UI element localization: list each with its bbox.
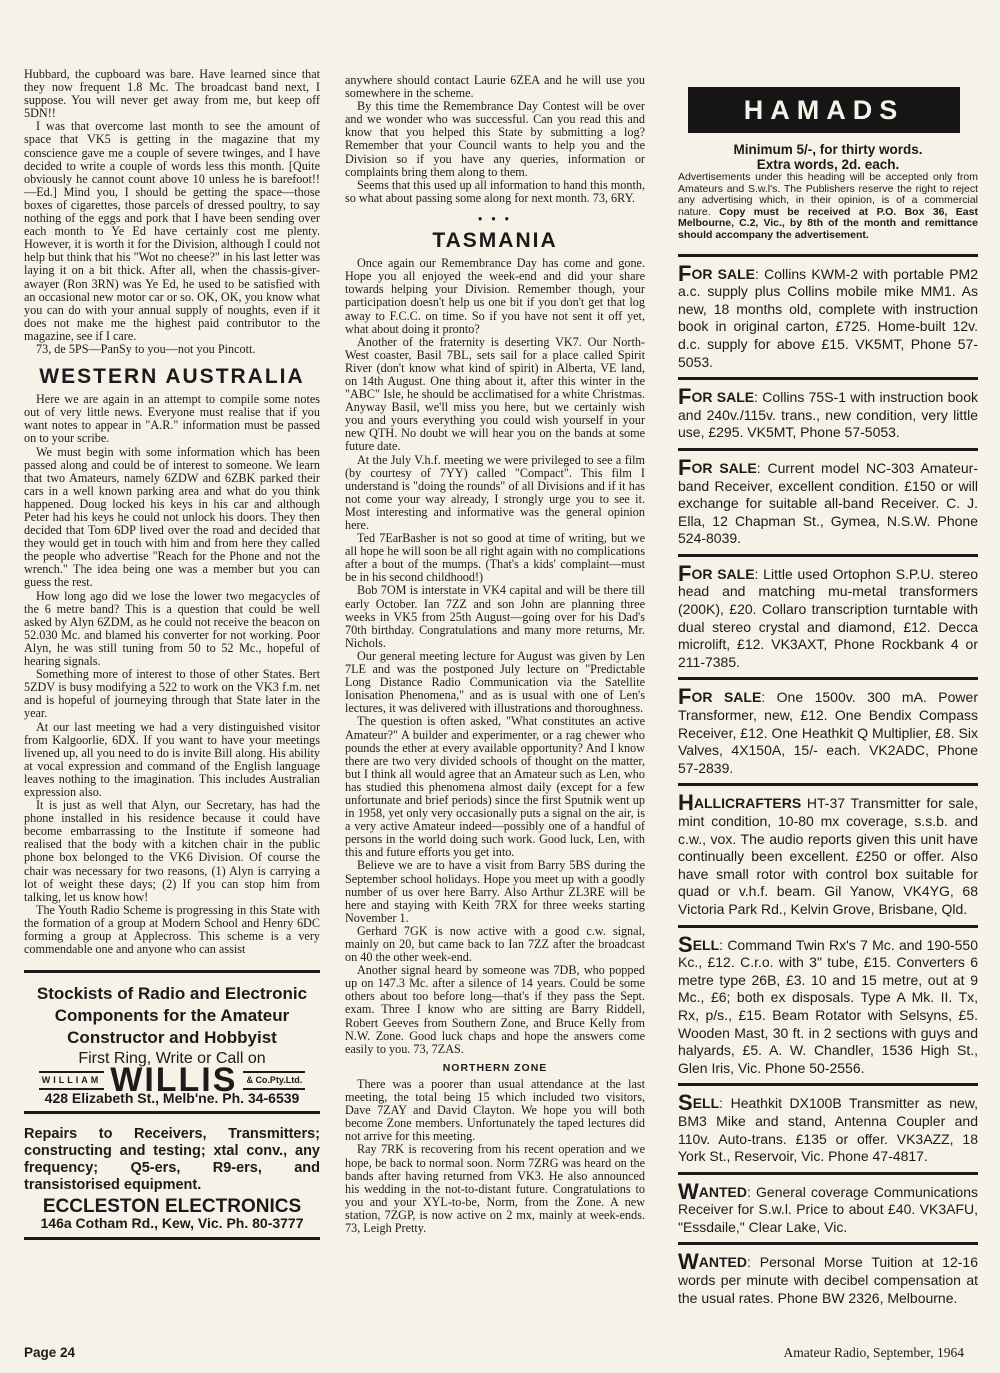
ad-initial: F (678, 454, 692, 480)
vk5-notes-continued (24, 68, 320, 356)
section-heading-tasmania: TASMANIA (432, 229, 558, 253)
hamads-rate-line: Extra words, 2d. each. (756, 157, 900, 172)
logo-willis: WILLIS (110, 1061, 238, 1100)
paragraph: At the July V.h.f. meeting we were privileged to see a film (by courtesy of 7YY) called "Compact". This film I understand is "doing the rounds" of all Divisions and if it has not come your way already, I strongly urge you to see it. Most interesting and informative was the general opinion here. (345, 452, 645, 532)
ad-lead: ANTED (698, 1183, 747, 1200)
ad-initial: W (678, 1249, 699, 1275)
column-left (24, 68, 320, 1240)
classified-ad (678, 1172, 978, 1243)
ad-body: : Current model NC-303 Amateur-band Receiver, excellent condition. £150 or will exchange for suitable all-band Receiver. C. J. Ella, 12 Chapman St., Gymea, N.S.W. Phone 524-8039. (678, 459, 978, 547)
ad-lead: ELL (692, 936, 720, 953)
hamads-terms (678, 142, 978, 242)
paragraph: It is just as well that Alyn, our Secretary, has had the phone installed in his residence because it could have become embarrassing to the Institute if someone had realised that the body with a kitchen chair in the public phone box belonged to the VK6 Division. Of course the chair was necessary for two reasons, (1) Alyn is carrying a lot of weight these days; (2) If you can stop him from talking, let us know how! (24, 798, 320, 904)
paragraph: 73, de 5PS—PanSy to you—not you Pincott. (36, 341, 256, 356)
column-right-hamads (678, 74, 978, 1313)
paragraph: Ted 7EarBasher is not so good at time of writing, but we all hope he will soon be all right again with no complications after a bout of the mumps. (That's a kids' complaint—must be in his second childhood!) (345, 531, 645, 585)
paragraph: Another signal heard by someone was 7DB, who popped up on 147.3 Mc. after a silence of 14 years. Could be some others about too before long—that's if they pass the Sept. exam. Three I know who are sitting are Barry Riddell, Robert Geeves from Southern Zone, and Bruce Kelly from N.W. Zone. Good luck chaps and hope the answers come easily to you. 73, 7ZAS. (345, 963, 645, 1056)
ad-lead: OR SALE (691, 689, 762, 706)
ad-initial: F (678, 260, 692, 286)
ad-body: : Command Twin Rx's 7 Mc. and 190-550 Kc., £12. C.r.o. with 3" tube, £15. Converters 6 metre type 26B, £3. 10 and 15 metre, out at 9 Mc., £6; both ex disposals. Type A Mk. II. Tx, Rx, p/s., £15. Beam Rotator with Selsyns, £5. Wooden Mast, 30 ft. in 2 sections with guys and halyards, £5. A. W. Chandler, 1536 High St., Glen Iris, Vic. Phone 50-2556. (678, 936, 978, 1076)
ad-company: ECCLESTON ELECTRONICS (42, 1196, 302, 1218)
classified-ad (678, 254, 978, 378)
ad-address: 428 Elizabeth St., Melb'ne. Ph. 34-6539 (24, 1092, 320, 1114)
ad-body: : Little used Ortophon S.P.U. stereo head and matching mu-metal transformers (200K), £20. Collaro transcription turntable with dual stereo crystal and diamond, £12. Decca microlift, £12. VK3AXT, Phone Rockbank 4 or 211-7385. (678, 565, 979, 670)
classified-ad (678, 677, 978, 783)
logo-william: WILLIAM (39, 1071, 105, 1090)
section-heading-western-australia: WESTERN AUSTRALIA (39, 365, 305, 389)
paragraph: The question is often asked, "What constitutes an active Amateur?" A builder and experimenter, or a rag chewer who pounds the ether at every available opportunity? And I know there are two very divided schools of thought on the matter, but I think all would agree that an Amateur such as Len, who has studied this phenomena almost daily (except for a few unfortunate and brief periods) since the first Sputnik went up in 1958, yet only very occasionally puts a signal on the air, is a very active Amateur indeed—possibly one of a handful of persons in the world doing such work. Good luck, Len, with this and future efforts you get into. (345, 714, 645, 860)
paragraph: We must begin with some information which has been passed along and could be of interest to someone. We learn that two Amateurs, namely 6ZDW and 6ZBK parked their cars in a well known parking area and what do you think happened. Doug locked his keys in his car and although Peter had his keys he could not unlock his doors. They then decided that Tom 6DP lived over the road and decided that they would get in touch with him and from here they called the people who advertise "Reach for the Phone and not the wrench." The idea being one was a member but you can guess the rest. (24, 444, 320, 590)
paragraph: anywhere should contact Laurie 6ZEA and he will use you somewhere in the scheme. (345, 73, 645, 101)
ad-line: First Ring, Write or Call on (78, 1050, 266, 1068)
paragraph: The Youth Radio Scheme is progressing in this State with the formation of a group at Modern School and Henry 6DC forming a group at Applecross. This scheme is a very commendable one and anyone who can assist (24, 902, 320, 957)
subheading-northern-zone: NORTHERN ZONE (442, 1061, 548, 1074)
ad-lead: ALLICRAFTERS (693, 795, 802, 812)
ad-text: Repairs to Receivers, Transmitters; constructing and testing; xtal conv., any frequency; Q5-ers, R9-ers, and transistorised equipment. (24, 1126, 320, 1194)
ad-initial: S (678, 931, 693, 957)
tasmania-notes (345, 257, 645, 1056)
page-number: Page 24 (24, 1345, 76, 1360)
paragraph: Another of the fraternity is deserting VK7. Our North-West coaster, Basil 7BL, sets sail for a place called Spirit River (don't know what kind of spirit) in Alberta, VE land, on 14th August. One thing about it, after this winter in the "ABC" Isle, he should be acclimatised for a white Christmas. Anyway Basil, we'll miss you here, but we certainly wish you and yours everything you could wish yourself in your new QTH. No doubt we will hear you on the bands at some future date. (345, 334, 645, 454)
ad-body: : Collins 75S-1 with instruction book and 240v./115v. trans., new condition, very little use, £295. VK5MT, Phone 57-5053. (678, 389, 978, 441)
western-australia-notes (24, 393, 320, 956)
section-separator: • • • (478, 211, 512, 226)
classified-ad (678, 925, 978, 1084)
classified-ad (678, 783, 978, 924)
ad-lead: ANTED (698, 1254, 747, 1271)
ad-initial: S (678, 1090, 693, 1116)
ad-line: Constructor and Hobbyist (67, 1028, 277, 1048)
paragraph: There was a poorer than usual attendance at the last meeting, the total being 15 which included two visitors, Dave 7ZAY and David Clayton. We hope you will both become Zone members. Unfortunately the taped lectures did not arrive for this meeting. (345, 1076, 645, 1144)
classified-ad (678, 448, 978, 554)
classified-ad (678, 377, 978, 448)
ad-lead: OR SALE (691, 565, 755, 582)
conditions-text: Advertisements under this heading will be accepted only from Amateurs and S.w.l's. The Publishers reserve the right to reject any advertising which, in their opinion, is of a commercial nature. (678, 171, 978, 218)
ad-initial: F (678, 384, 692, 410)
paragraph: Believe we are to have a visit from Barry 5BS during the September school holidays. Hope you meet up with a goodly number of us over here Barry. Also Arthur ZL3RE will be here and staying with Keith 7RX for three weeks starting November 1. (345, 858, 645, 925)
northern-zone-notes (345, 1078, 645, 1235)
classified-ad (678, 1083, 978, 1171)
ad-initial: H (678, 790, 694, 816)
ad-body: : One 1500v. 300 mA. Power Transformer, new, £12. One Bendix Compass Receiver, £12. One Heathkit Q Multiplier, £8. Six Valves, 4X150A, 15/- each. VK2ADC, Phone 57-2839. (678, 689, 978, 776)
classified-ad (678, 1242, 978, 1313)
advertisement-eccleston (24, 1126, 320, 1239)
ad-body: : Collins KWM-2 with portable PM2 a.c. supply plus Collins mobile mike MM1. As new, 18 months old, complete with instruction book in original carton, £725. Home-built 12v. d.c. supply for above £15. VK5MT, Phone 57-5053. (678, 265, 978, 370)
column-middle (345, 74, 645, 1235)
ad-body: : Heathkit DX100B Transmitter as new, BM3 Mike and stand, Antenna Coupler and 110v. Auto-trans. £135 or offer. VK3AZZ, 18 York St., Reservoir, Vic. Phone 47-4817. (678, 1095, 978, 1165)
paragraph: Gerhard 7GK is now active with a good c.w. signal, mainly on 20, but came back to Ian 7ZZ after the broadcast on 40 the other week-end. (345, 923, 645, 965)
paragraph: At our last meeting we had a very distinguished visitor from Kalgoorlie, 6DX. If you want to have your meetings livened up, all you need to do is invite Bill along. His ability at vocal expression and command of the English language leaves nothing to the imagination. This includes Australian expression also. (24, 719, 320, 799)
ad-body: : General coverage Communications Receiver for S.w.l. Price to about £40. VK3AFU, "Essdaile," Clear Lake, Vic. (678, 1183, 978, 1235)
paragraph: Once again our Remembrance Day has come and gone. Hope you all enjoyed the week-end and did your share towards helping your Division. Remember though, your participation doesn't help us one bit if you don't get that log away to F.C.C. on time. So if you have not sent it off yet, what about doing it pronto? (345, 256, 645, 336)
paragraph: Ray 7RK is recovering from his recent operation and we hope, be back to normal soon. Norm 7ZRG was heard on the bands after having returned from VK3. He also announced his wedding in the not-to-distant future. Congratulations to you and your XYL-to-be, Norm, from the Zone. A new station, 7ZGP, is now active on 2 mx, mainly at week-ends. 73, Leigh Pretty. (345, 1142, 645, 1235)
hamads-rate-line: Minimum 5/-, for thirty words. (733, 142, 923, 157)
ad-body: : Personal Morse Tuition at 12-16 words per minute with decibel compensation at the usual rates. Phone BW 2326, Melbourne. (678, 1254, 978, 1306)
paragraph: I was that overcome last month to see the amount of space that VK5 is getting in the magazine that my conscience gave me a couple of severe twinges, and I have decided to write a couple of words less this month. [Quite obviously he cannot count above 10 unless he is barefoot!!—Ed.] Mind you, I should be getting the space—those boxes of cigarettes, those parcels of dressed poultry, to say nothing of the eggs and pork that I have been sending over each month to Ye Ed have certainly cost me plenty. However, it is worth it for the Division, although I could not help but think that his "Wot no cheese?" in his last letter was laying it on a bit thick. After all, when the chassis-giver-awayer (Ron 3RN) was Ye Ed, he used to be satisfied with an occasional new motor car or so. OK, OK, you know what you can do with your annual supply of noughts, even if it does not make me the highest paid contributor to the magazine, see if I care. (24, 119, 320, 343)
ad-initial: F (678, 684, 692, 710)
magazine-issue: Amateur Radio, September, 1964 (783, 1345, 964, 1360)
paragraph: Hubbard, the cupboard was bare. Have learned since that they now frequent 1.8 Mc. The broadcast band next, I suppose. You will never get away from me, but keep off 5DN!! (24, 67, 320, 121)
hamads-banner: HAMADS (688, 87, 960, 133)
western-australia-notes-continued (345, 74, 645, 205)
paragraph: Our general meeting lecture for August was given by Len 7LE and was the postponed July lecture on "Predictable Long Distance Radio Communication via the Satellite Ionisation Phenomena," and as is usual with one of Len's lectures, it was delivered with illustrations and thoroughness. (345, 648, 645, 716)
ad-lead: OR SALE (691, 389, 755, 406)
paragraph: Bob 7OM is interstate in VK4 capital and will be there till early October. Ian 7ZZ and son John are planning three weeks in VK5 from 25th August—going over for his Dad's 70th birthday. Congratulations and many more returns, Mr. Nichols. (345, 583, 645, 650)
ad-lead: OR SALE (691, 459, 757, 476)
paragraph: Here we are again in an attempt to compile some notes out of very little news. Everyone must realise that if you want notes to appear in "A.R." information must be passed on to your scribe. (24, 392, 320, 446)
advertisement-willis (24, 970, 320, 1114)
ad-line: Stockists of Radio and Electronic (36, 984, 308, 1004)
ad-initial: W (678, 1178, 699, 1204)
paragraph: Seems that this used up all information to hand this month, so what about passing some along for next month. 73, 6RY. (345, 177, 645, 205)
ad-lead: OR SALE (691, 265, 756, 282)
ad-lead: ELL (692, 1095, 720, 1112)
ad-body: HT-37 Transmitter for sale, mint condition, 10-80 mx coverage, s.s.b. and c.w., vox. The audio reports given this unit have continually been excellent. £250 or offer. Also have small rotor with control box suitable for quad or v.h.f. beam. Gil Yanow, VK4YG, 68 Victoria Park Rd., Kelvin Grove, Brisbane, Qld. (678, 795, 978, 917)
classified-ad (678, 554, 978, 678)
paragraph: By this time the Remembrance Day Contest will be over and we wonder who was successful. Can you read this and know that you helped this State by submitting a log? Remember that your Council wants to help you and the Division so if you have any queries, information or complaints bring them along to them. (345, 99, 645, 179)
ad-address: 146a Cotham Rd., Kew, Vic. Ph. 80-3777 (24, 1217, 320, 1239)
classified-list (678, 254, 978, 1314)
paragraph: Something more of interest to those of other States. Bert 5ZDV is busy modifying a 522 to work on the VK3 f.m. net and is hopeful of journeying through that State later in the year. (24, 667, 320, 721)
paragraph: How long ago did we lose the lower two megacycles of the 6 metre band? This is a question that could be well asked by Alyn 6ZDM, as he could not receive the beacon on 52.030 Mc. and blamed his converter for not working. Poor Alyn, he was still tuning from 50 to 52 Mc., hopeful of hearing signals. (24, 588, 320, 669)
hamads-conditions (678, 172, 978, 242)
ad-initial: F (678, 560, 692, 586)
ad-line: Components for the Amateur (54, 1006, 290, 1026)
logo-copty: & Co.Pty.Ltd. (243, 1071, 305, 1090)
conditions-copy-deadline: Copy must be received at P.O. Box 36, East Melbourne, C.2, Vic., by 8th of the month and remittance should accompany the advertisement. (678, 205, 978, 241)
